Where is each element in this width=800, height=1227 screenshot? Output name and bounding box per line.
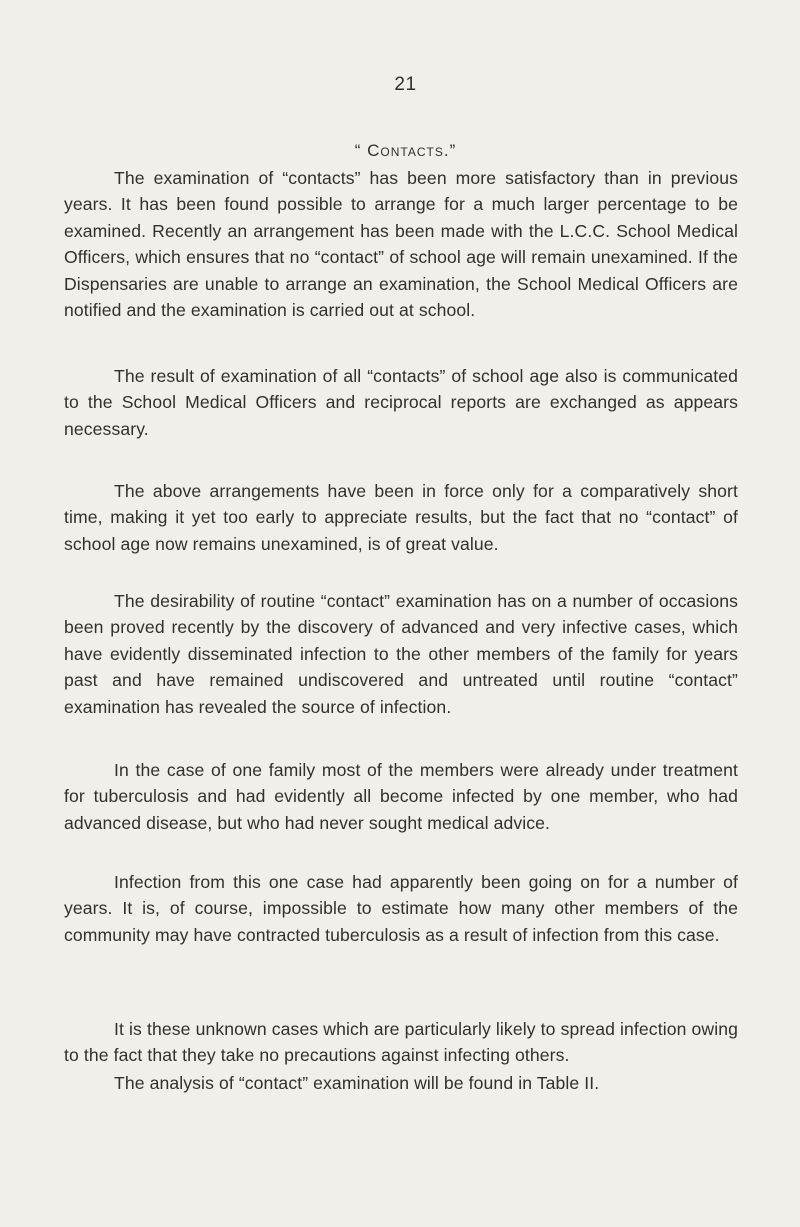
section-heading: “ Contacts.” [354,141,457,160]
paragraph: In the case of one family most of the members were already under treatment for tuberculosis and had evidently all become infected by one member, who had advanced disease, but who had never sought medical advice. [64,760,738,833]
paragraph: The desirability of routine “contact” examination has on a number of occasions been proved recently by the discovery of advanced and very infective cases, which have evidently disseminated infection to the other members of the family for years past and have remained undiscovered and untreated until routine “contact” examination has revealed the source of infection. [64,591,738,717]
paragraph: The analysis of “contact” examination will be found in Table II. [114,1073,600,1093]
paragraph: The examination of “contacts” has been more satisfactory than in previous years. It has been found possible to arrange for a much larger percentage to be examined. Recently an arrangement has been made with the L.C.C. School Medical Officers, which ensures that no “contact” of school age will remain unexamined. If the Dispensaries are unable to arrange an examination, the School Medical Officers are notified and the examination is carried out at school. [64,168,738,321]
page-number: 21 [394,74,417,95]
paragraph: The result of examination of all “contacts” of school age also is communicated to the School Medical Officers and reciprocal reports are exchanged as appears necessary. [64,366,738,439]
paragraph: Infection from this one case had apparently been going on for a number of years. It is, of course, impossible to estimate how many other members of the community may have contracted tuberculosis as a result of infection from this case. [64,872,738,945]
paragraph: The above arrangements have been in force only for a comparatively short time, making it yet too early to appreciate results, but the fact that no “contact” of school age now remains unexamined, is of great value. [64,481,738,554]
paragraph: It is these unknown cases which are particularly likely to spread infection owing to the fact that they take no precautions against infecting others. [64,1019,738,1066]
